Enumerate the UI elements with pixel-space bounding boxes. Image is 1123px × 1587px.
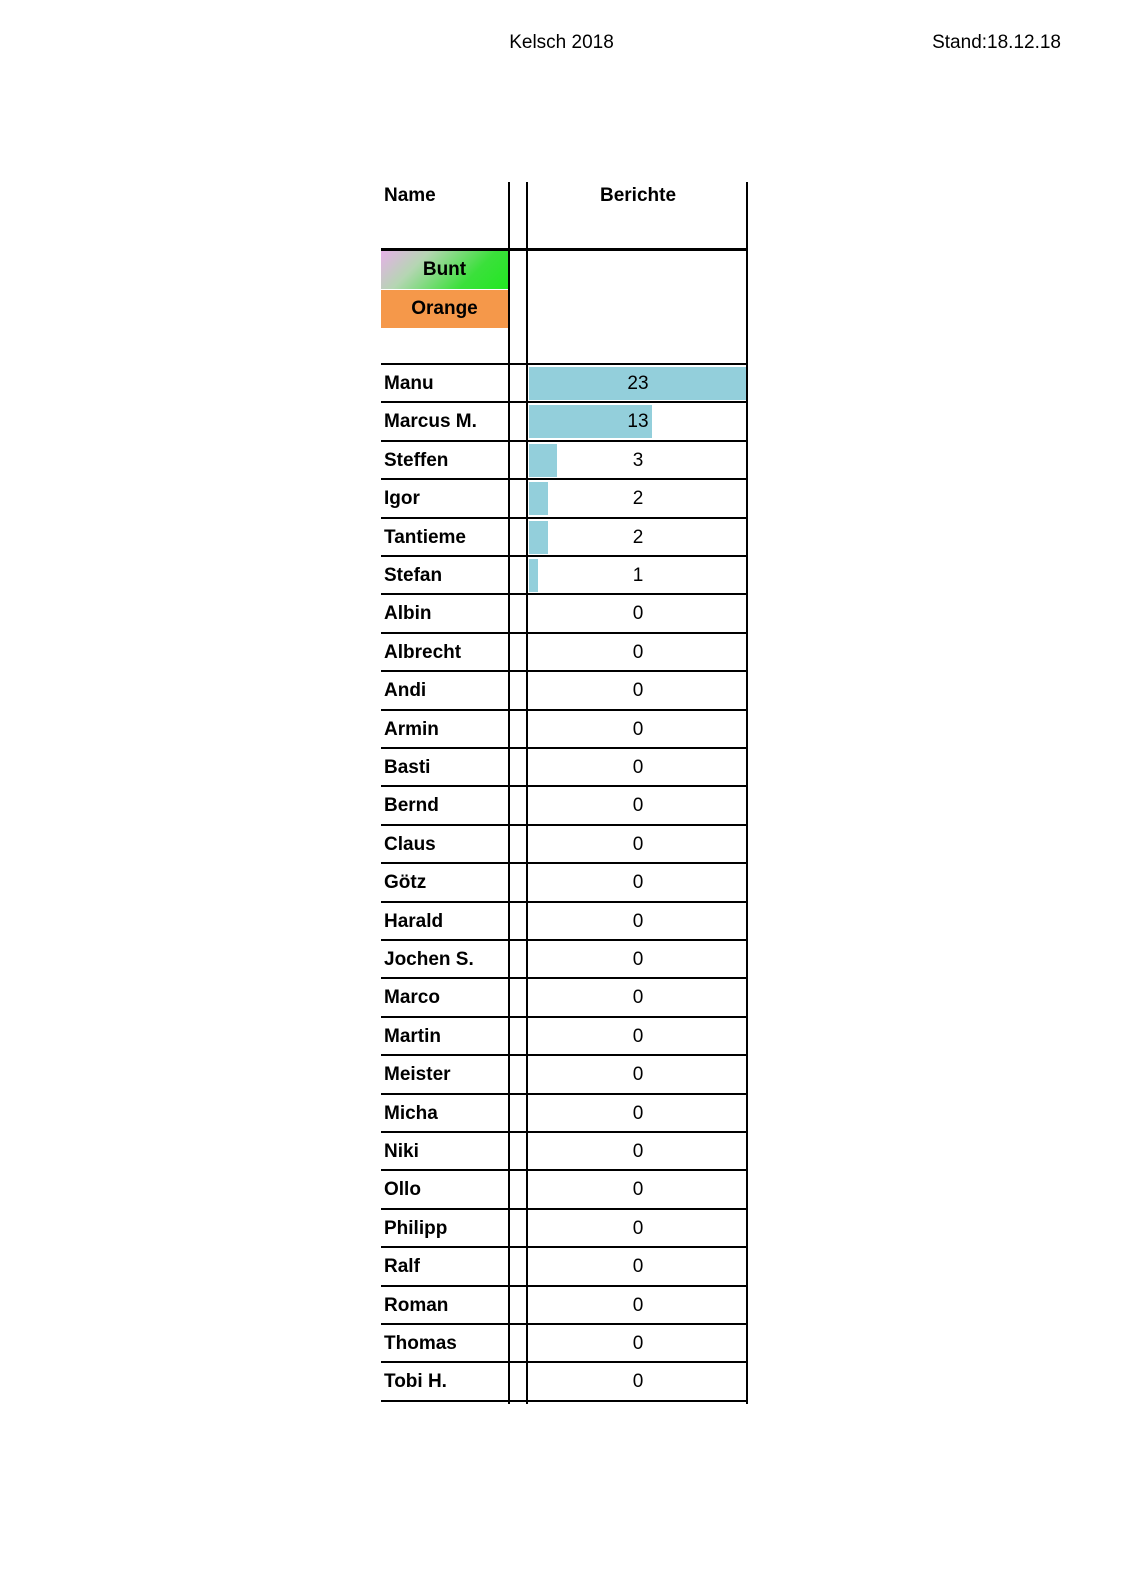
row-divider: [381, 977, 748, 979]
row-divider: [381, 1361, 748, 1363]
row-divider: [381, 901, 748, 903]
row-divider: [381, 824, 748, 826]
table-row: [381, 941, 748, 979]
row-value: 0: [632, 1256, 644, 1278]
row-value: 23: [627, 373, 649, 394]
row-divider: [381, 1093, 748, 1095]
row-divider: [381, 785, 748, 787]
row-divider: [381, 670, 748, 672]
row-value: 0: [632, 1179, 644, 1201]
stand-date: Stand:18.12.18: [932, 32, 1061, 53]
row-name: Marco: [384, 987, 440, 1009]
row-name: Martin: [384, 1025, 441, 1047]
row-value: 0: [632, 1025, 644, 1047]
row-divider: [381, 1285, 748, 1287]
table-row: [381, 1133, 748, 1171]
row-value: 13: [627, 411, 649, 433]
row-name: Marcus M.: [384, 411, 477, 433]
table-row: [381, 403, 748, 441]
table-row: [381, 595, 748, 633]
row-name: Bernd: [384, 795, 439, 817]
table-row: [381, 903, 748, 941]
table-row: [381, 787, 748, 825]
table-row: [381, 442, 748, 480]
table-row: [381, 1248, 748, 1286]
row-value: 2: [632, 488, 644, 510]
legend-bunt: Bunt: [381, 251, 508, 289]
table-row: [381, 1095, 748, 1133]
row-divider: [381, 1131, 748, 1133]
row-name: Albrecht: [384, 641, 462, 663]
row-divider: [381, 440, 748, 442]
table-row: [381, 979, 748, 1017]
row-divider: [381, 939, 748, 941]
row-divider: [381, 1208, 748, 1210]
row-value: 0: [632, 680, 644, 702]
row-value: 1: [632, 565, 644, 586]
row-name: Basti: [384, 757, 431, 778]
table-row: [381, 1325, 748, 1363]
row-divider: [381, 632, 748, 634]
table-row: [381, 672, 748, 710]
legend-orange: Orange: [381, 290, 508, 328]
row-name: Andi: [384, 680, 427, 702]
row-value: 0: [632, 1217, 644, 1239]
row-value: 2: [632, 526, 644, 548]
row-value: 0: [632, 1141, 644, 1162]
row-divider: [381, 747, 748, 749]
table-row: [381, 1363, 748, 1401]
row-value: 0: [632, 833, 644, 855]
row-name: Götz: [384, 872, 427, 894]
row-name: Philipp: [384, 1217, 448, 1239]
row-value: 0: [632, 1064, 644, 1086]
row-name: Roman: [384, 1294, 449, 1316]
row-name: Niki: [384, 1141, 419, 1162]
row-value: 0: [632, 641, 644, 663]
row-value: 0: [632, 603, 644, 625]
row-name: Armin: [384, 718, 439, 740]
row-name: Ollo: [384, 1179, 421, 1201]
row-divider: [381, 363, 748, 365]
reports-table: [381, 182, 748, 1404]
row-name: Igor: [384, 488, 420, 510]
row-value: 0: [632, 987, 644, 1009]
row-divider: [381, 709, 748, 711]
row-name: Ralf: [384, 1256, 420, 1278]
row-divider: [381, 862, 748, 864]
row-name: Stefan: [384, 565, 443, 586]
row-name: Thomas: [384, 1333, 457, 1354]
row-value: 0: [632, 1333, 644, 1354]
row-divider: [381, 593, 748, 595]
header-rule: [381, 248, 748, 251]
row-divider: [381, 1400, 748, 1402]
row-name: Steffen: [384, 449, 449, 471]
row-value: 3: [632, 449, 644, 471]
row-name: Harald: [384, 910, 444, 932]
table-row: [381, 634, 748, 672]
table-row: [381, 557, 748, 595]
table-row: [381, 1056, 748, 1094]
table-row: [381, 1018, 748, 1056]
table-row: [381, 519, 748, 557]
row-name: Jochen S.: [384, 949, 474, 970]
table-row: [381, 1210, 748, 1248]
document-title: Kelsch 2018: [509, 32, 614, 53]
row-value: 0: [632, 872, 644, 894]
row-divider: [381, 517, 748, 519]
row-divider: [381, 1016, 748, 1018]
row-divider: [381, 555, 748, 557]
row-name: Meister: [384, 1064, 451, 1086]
row-divider: [381, 1054, 748, 1056]
row-divider: [381, 1323, 748, 1325]
row-value: 0: [632, 1102, 644, 1124]
table-row: [381, 365, 748, 403]
row-name: Tantieme: [384, 526, 467, 548]
row-value: 0: [632, 757, 644, 778]
row-value: 0: [632, 1294, 644, 1316]
row-divider: [381, 401, 748, 403]
row-divider: [381, 1169, 748, 1171]
table-row: [381, 1171, 748, 1209]
row-value: 0: [632, 1371, 644, 1393]
column-header-name: Name: [384, 185, 436, 206]
row-value: 0: [632, 718, 644, 740]
row-value: 0: [632, 949, 644, 970]
row-divider: [381, 1246, 748, 1248]
row-name: Manu: [384, 373, 434, 394]
row-name: Tobi H.: [384, 1371, 447, 1393]
row-name: Claus: [384, 833, 436, 855]
row-name: Micha: [384, 1102, 438, 1124]
row-value: 0: [632, 910, 644, 932]
row-value: 0: [632, 795, 644, 817]
column-header-berichte: Berichte: [599, 185, 677, 206]
table-row: [381, 480, 748, 518]
table-row: [381, 1287, 748, 1325]
table-row: [381, 711, 748, 749]
table-row: [381, 749, 748, 787]
row-divider: [381, 478, 748, 480]
table-row: [381, 864, 748, 902]
row-name: Albin: [384, 603, 432, 625]
table-row: [381, 826, 748, 864]
